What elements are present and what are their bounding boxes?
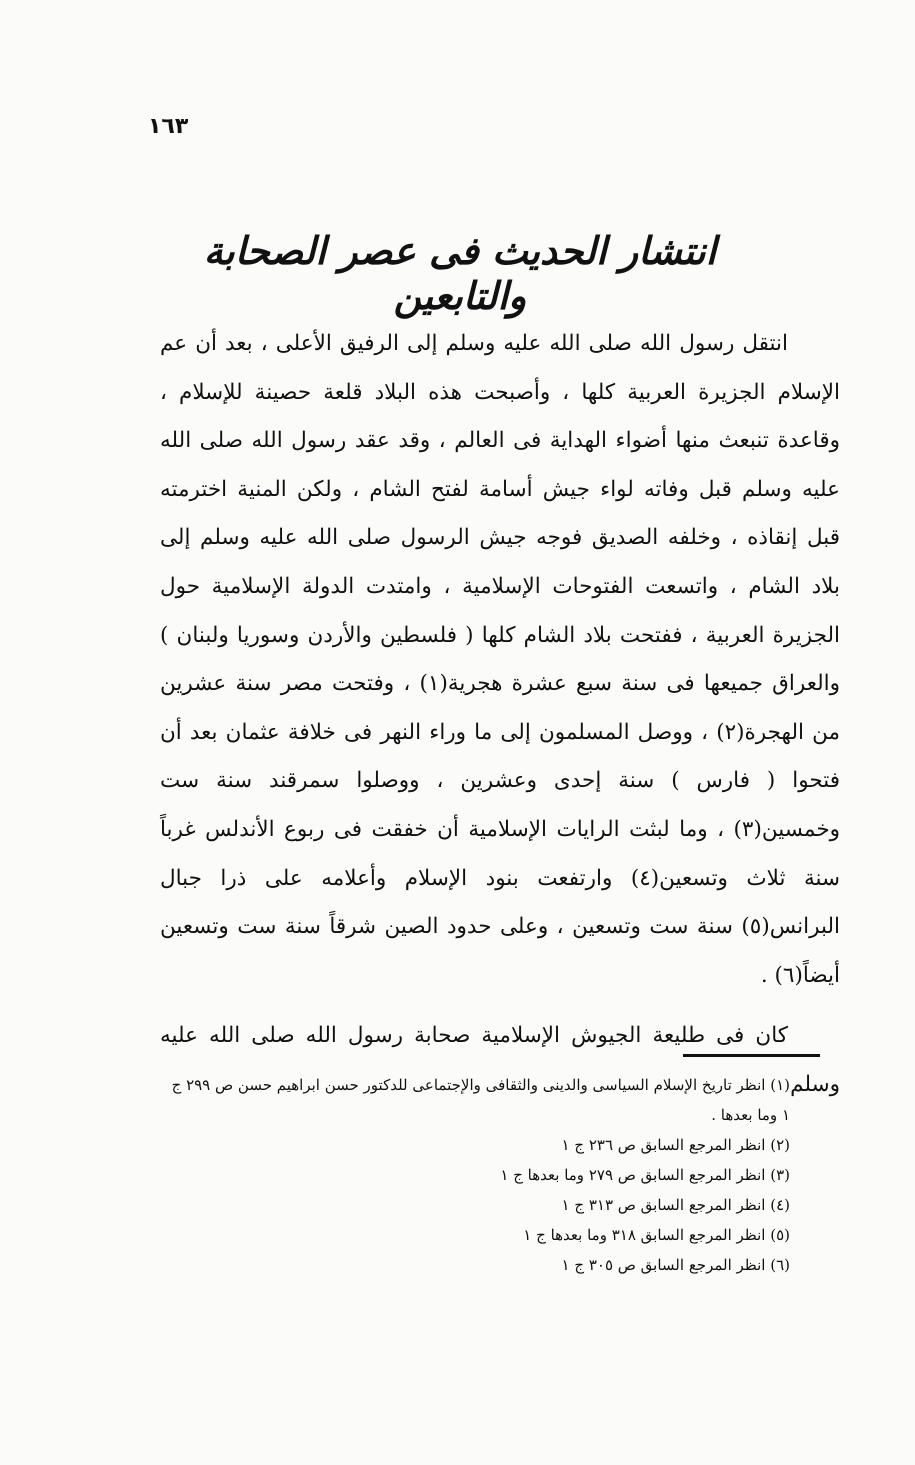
page-number: ١٦٣ [148, 114, 189, 139]
footnote-2: (٢) انظر المرجع السابق ص ٢٣٦ ج ١ [561, 1136, 790, 1154]
paragraph-1: انتقل رسول الله صلى الله عليه وسلم إلى الرفيق الأعلى ، بعد أن عم الإسلام الجزيرة العربية كلها ، وأصبحت هذه البلاد قلعة حصينة للإسلام ، وقاعدة تنبعث منها أضواء الهداية فى العالم ، وقد عقد رسول الله صلى الله عليه وسلم قبل وفاته لواء جيش أسامة لفتح الشام ، ولكن المنية اخترمته قبل إنقاذه ، وخلفه الصديق فوجه جيش الرسول صلى الله عليه وسلم إلى بلاد الشام ، واتسعت الفتوحات الإسلامية ، وامتدت الدولة الإسلامية حول الجزيرة العربية ، ففتحت بلاد الشام كلها ( فلسطين والأردن وسوريا ولبنان ) والعراق جميعها فى سنة سبع عشرة هجرية(١) ، وفتحت مصر سنة عشرين من الهجرة(٢) ، ووصل المسلمون إلى ما وراء النهر فى خلافة عثمان بعد أن فتحوا ( فارس ) سنة إحدى وعشرين ، ووصلوا سمرقند سنة ست وخمسين(٣) ، وما لبثت الرايات الإسلامية أن خفقت فى ربوع الأندلس غرباً سنة ثلاث وتسعين(٤) وارتفعت بنود الإسلام وأعلامه على ذرا جبال البرانس(٥) سنة ست وتسعين ، وعلى حدود الصين شرقاً سنة ست وتسعين أيضاً(٦) . [160, 331, 841, 988]
footnote-3: (٣) انظر المرجع السابق ص ٢٧٩ وما بعدها ج ١ [500, 1166, 790, 1184]
body-text [160, 320, 840, 1110]
footnote-6: (٦) انظر المرجع السابق ص ٣٠٥ ج ١ [561, 1256, 790, 1274]
footnote-1: (١) انظر تاريخ الإسلام السياسى والدينى والثقافى والإجتماعى للدكتور حسن ابراهيم حسن ص ٢٩٩ ج ١ وما بعدها . [171, 1076, 790, 1124]
footnote-5: (٥) انظر المرجع السابق ٣١٨ وما بعدها ج ١ [523, 1226, 790, 1244]
footnote-separator [683, 1054, 820, 1057]
paragraph-2: كان فى طليعة الجيوش الإسلامية صحابة رسول الله صلى الله عليه وسلم [160, 1023, 840, 1097]
footnotes [160, 1070, 820, 1280]
footnote-4: (٤) انظر المرجع السابق ص ٣١٣ ج ١ [561, 1196, 790, 1214]
chapter-title: انتشار الحديث فى عصر الصحابة والتابعين [203, 228, 717, 318]
